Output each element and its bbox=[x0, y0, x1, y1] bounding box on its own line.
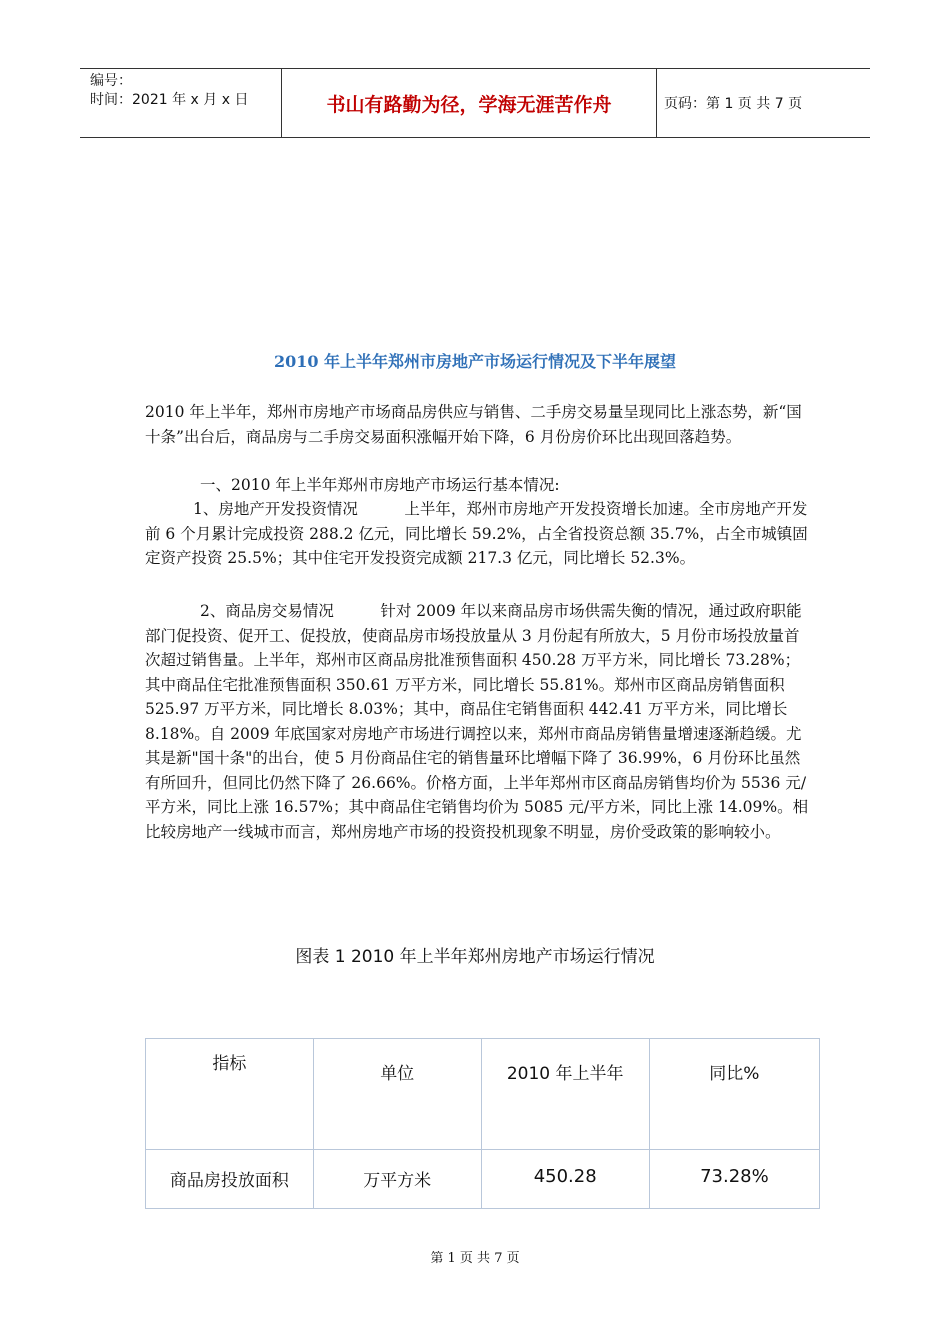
paragraph-investment: 1、房地产开发投资情况 上半年，郑州市房地产开发投资增长加速。全市房地产开发前 6 个月累计完成投资 288.2 亿元，同比增长 59.2%，占全省投资总额 35.7%，占全市城镇固定资产投资 25.5%；其中住宅开发投资完成额 217.3 亿元，同比增长 52.3%。 bbox=[145, 500, 808, 567]
table-row bbox=[146, 1150, 820, 1209]
table-cell: 商品房投放面积 bbox=[146, 1150, 314, 1209]
header-divider bbox=[656, 69, 657, 137]
paragraph-intro: 2010 年上半年，郑州市房地产市场商品房供应与销售、二手房交易量呈现同比上涨态势，新“国十条”出台后，商品房与二手房交易面积涨幅开始下降，6 月份房价环比出现回落趋势。 bbox=[145, 403, 802, 446]
table-header-row bbox=[146, 1039, 820, 1150]
table-cell: 450.28 bbox=[481, 1150, 649, 1209]
table-header-cell: 单位 bbox=[313, 1039, 481, 1150]
table-header-cell: 2010 年上半年 bbox=[481, 1039, 649, 1150]
section-heading: 一、2010 年上半年郑州市房地产市场运行基本情况: bbox=[200, 476, 560, 494]
page-header bbox=[80, 68, 870, 138]
table-caption: 图表 1 2010 年上半年郑州房地产市场运行情况 bbox=[295, 947, 655, 967]
page-footer: 第 1 页 共 7 页 bbox=[430, 1251, 520, 1266]
document-title: 2010 年上半年郑州市房地产市场运行情况及下半年展望 bbox=[273, 352, 677, 371]
table-cell: 万平方米 bbox=[313, 1150, 481, 1209]
header-page-info: 页码：第 1 页 共 7 页 bbox=[664, 96, 803, 112]
header-slogan: 书山有路勤为径，学海无涯苦作舟 bbox=[326, 93, 612, 116]
paragraph-transactions: 2、商品房交易情况 针对 2009 年以来商品房市场供需失衡的情况，通过政府职能部门促投资、促开工、促投放，使商品房市场投放量从 3 月份起有所放大，5 月份市场投放量首次超过销售量。上半年，郑州市区商品房批准预售面积 450.28 万平方米，同比增长 73.28%；其中商品住宅批准预售面积 350.61 万平方米，同比增长 55.81%。郑州市区商品房销售面积 525.97 万平方米，同比增长 8.03%；其中，商品住宅销售面积 442.41 万平方米，同比增长 8.18%。自 2009 年底国家对房地产市场进行调控以来，郑州市商品房销售量增速逐渐趋缓。尤其是新"国十条"的出台，使 5 月份商品住宅的销售量环比增幅下降了 36.99%，6 月份环比虽然有所回升，但同比仍然下降了 26.66%。价格方面，上半年郑州市区商品房销售均价为 5536 元/平方米，同比上涨 16.57%；其中商品住宅销售均价为 5085 元/平方米，同比上涨 14.09%。相比较房地产一线城市而言，郑州房地产市场的投资投机现象不明显，房价受政策的影响较小。 bbox=[145, 602, 809, 841]
table-header-cell: 指标 bbox=[146, 1039, 314, 1150]
header-meta bbox=[80, 69, 280, 137]
time-label: 时间：2021 年 x 月 x 日 bbox=[90, 92, 249, 108]
number-label: 编号： bbox=[90, 73, 132, 89]
data-table bbox=[145, 1038, 820, 1209]
table-cell: 73.28% bbox=[649, 1150, 819, 1209]
table-header-cell: 同比% bbox=[649, 1039, 819, 1150]
